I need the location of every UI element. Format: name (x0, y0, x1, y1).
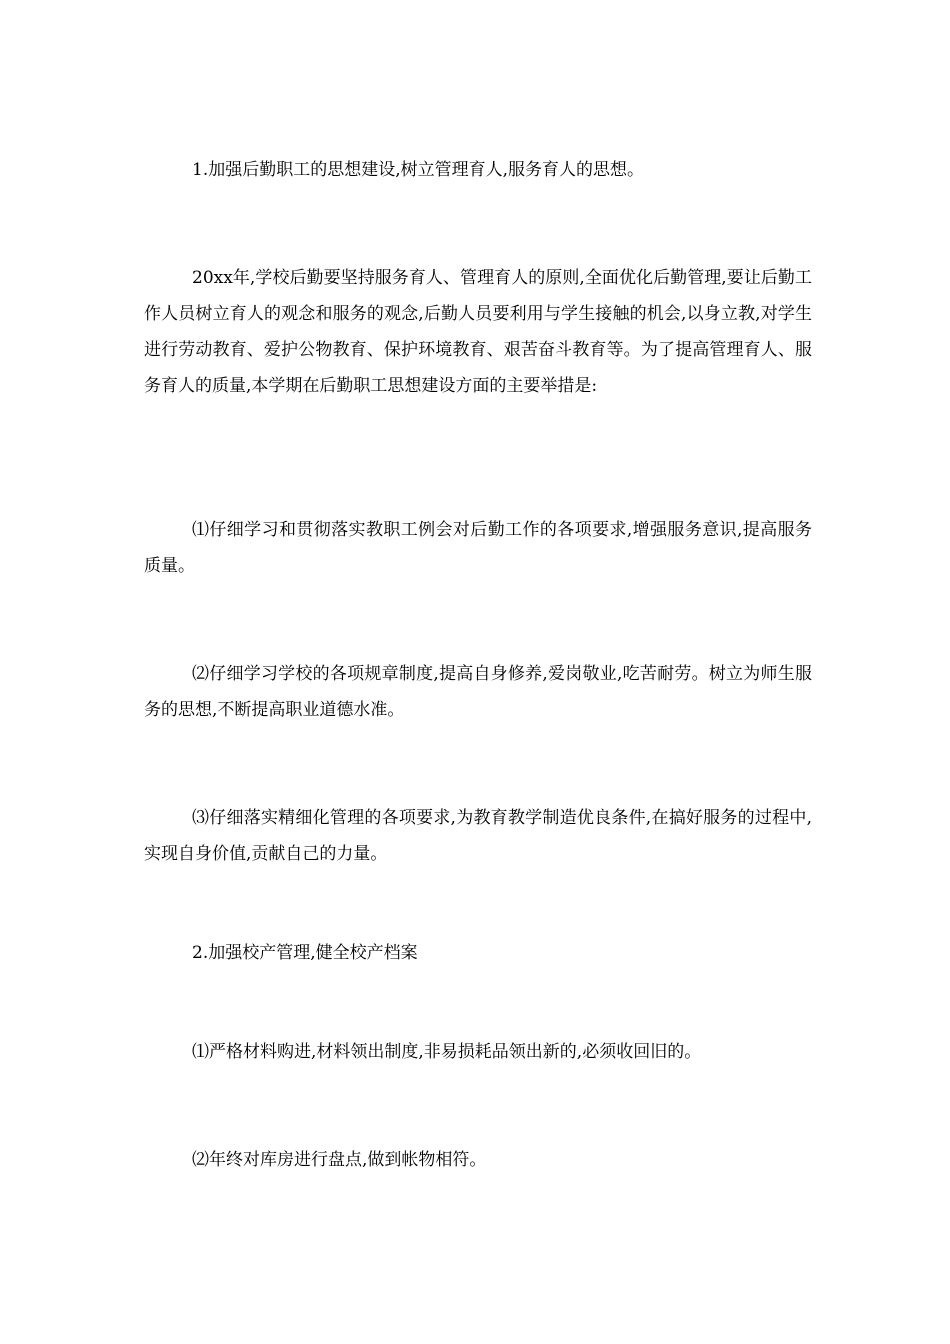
body-paragraph: 20xx年,学校后勤要坚持服务育人、管理育人的原则,全面优化后勤管理,要让后勤工作人员树立育人的观念和服务的观念,后勤人员要利用与学生接触的机会,以身立教,对学生进行劳动教育、爱护公物教育、保护环境教育、艰苦奋斗教育等。为了提高管理育人、服务育人的质量,本学期在后勤职工思想建设方面的主要举措是: (144, 268, 812, 396)
list-item-3: ⑶仔细落实精细化管理的各项要求,为教育教学制造优良条件,在搞好服务的过程中,实现自身价值,贡献自己的力量。 (144, 808, 812, 864)
list-item-4: ⑴严格材料购进,材料领出制度,非易损耗品领出新的,必须收回旧的。 (192, 1042, 702, 1062)
section-heading-1: 1.加强后勤职工的思想建设,树立管理育人,服务育人的思想。 (192, 160, 645, 180)
list-item-1: ⑴仔细学习和贯彻落实教职工例会对后勤工作的各项要求,增强服务意识,提高服务质量。 (144, 520, 812, 576)
section-heading-2: 2.加强校产管理,健全校产档案 (192, 943, 418, 963)
list-item-5: ⑵年终对库房进行盘点,做到帐物相符。 (192, 1150, 487, 1170)
list-item-2: ⑵仔细学习学校的各项规章制度,提高自身修养,爱岗敬业,吃苦耐劳。树立为师生服务的思想,不断提高职业道德水准。 (144, 664, 812, 720)
